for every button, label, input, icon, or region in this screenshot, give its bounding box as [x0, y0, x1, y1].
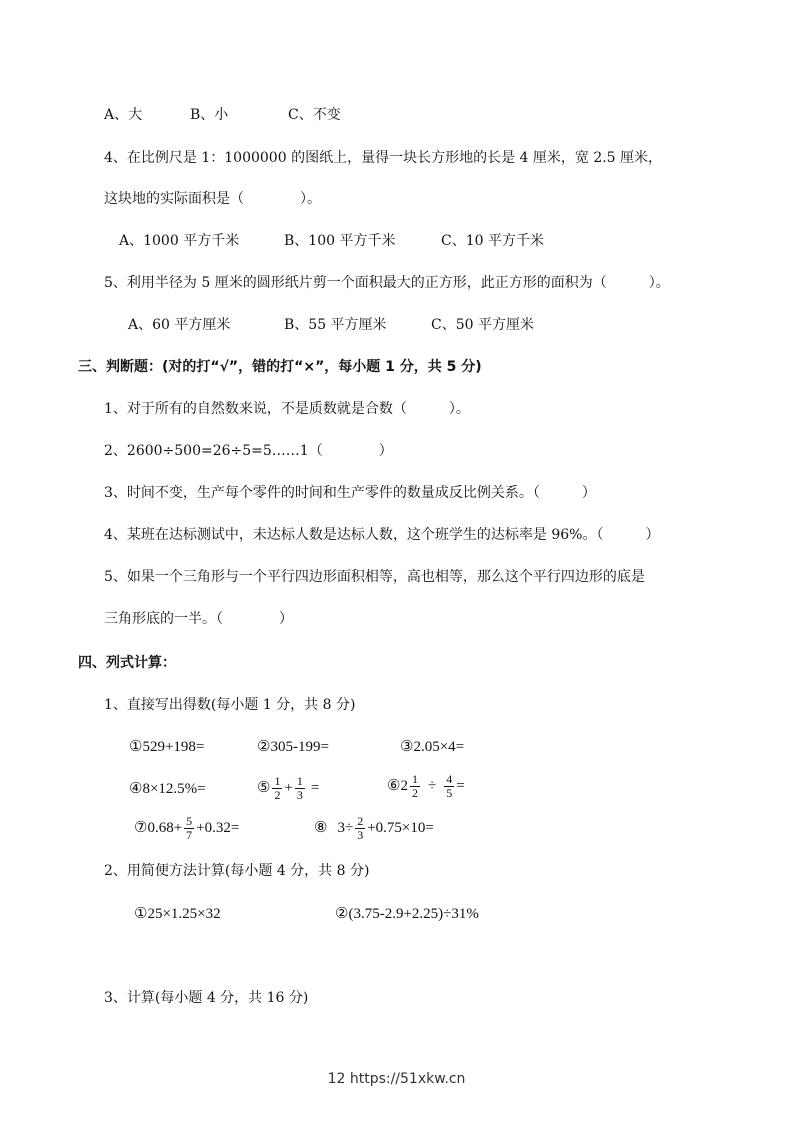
- calc-4: ④8×12.5%=: [129, 781, 206, 797]
- denominator: 7: [186, 827, 193, 842]
- calc-7-post: +0.32=: [196, 820, 240, 836]
- calc-6-label: ⑥: [387, 778, 401, 794]
- q5-option-a: A、60 平方厘米: [128, 317, 231, 333]
- numerator: 4: [446, 771, 453, 786]
- option-c: C、不变: [288, 107, 341, 123]
- calc-8: [314, 808, 434, 848]
- sub-1-title: 1、直接写出得数(每小题 1 分，共 8 分): [104, 697, 356, 713]
- section-4-heading: 四、列式计算：: [78, 655, 176, 671]
- fraction: [272, 775, 282, 802]
- fraction: [295, 775, 305, 802]
- calc-8-post: +0.75×10=: [367, 820, 434, 836]
- numerator: 1: [296, 773, 303, 788]
- mixed-whole: 2: [400, 778, 408, 794]
- sub-3-title: 3、计算(每小题 4 分，共 16 分): [104, 990, 309, 1006]
- judge-item-5-line2: 三角形底的一半。（ ）: [104, 611, 293, 627]
- sub-2-title: 2、用简便方法计算(每小题 4 分，共 8 分): [104, 863, 370, 879]
- judge-item-1: 1、对于所有的自然数来说，不是质数就是合数（ ）。: [104, 401, 470, 417]
- denominator: 3: [296, 787, 303, 802]
- question-4-line1: 4、在比例尺是 1：1000000 的图纸上，量得一块长方形地的长是 4 厘米，宽 2.5 厘米，: [104, 150, 663, 166]
- q4-option-b: B、100 平方千米: [284, 233, 396, 249]
- page-footer: 12 https://51xkw.cn: [327, 1071, 466, 1087]
- judge-item-5-line1: 5、如果一个三角形与一个平行四边形面积相等，高也相等，那么这个平行四边形的底是: [104, 569, 645, 585]
- calc-3: ③2.05×4=: [400, 739, 465, 755]
- judge-item-2: 2、2600÷500=26÷5=5……1（ ）: [104, 443, 393, 459]
- simplify-1: ①25×1.25×32: [134, 906, 221, 922]
- option-b: B、小: [190, 107, 229, 123]
- q4-option-c: C、10 平方千米: [441, 233, 544, 249]
- calc-6: [387, 766, 465, 806]
- judge-item-4: 4、某班在达标测试中，未达标人数是达标人数，这个班学生的达标率是 96%。（ ）: [104, 527, 660, 543]
- calc-1: ①529+198=: [129, 739, 205, 755]
- numerator: 1: [411, 771, 418, 786]
- numerator: 2: [357, 813, 364, 828]
- calc-5-label: ⑤: [257, 780, 271, 796]
- question-5-line1: 5、利用半径为 5 厘米的圆形纸片剪一个面积最大的正方形，此正方形的面积为（ ）。: [104, 275, 670, 291]
- q5-option-c: C、50 平方厘米: [431, 317, 534, 333]
- denominator: 3: [357, 827, 364, 842]
- calc-7-pre: ⑦0.68+: [134, 820, 183, 836]
- numerator: 1: [274, 773, 281, 788]
- section-3-heading: 三、判断题：(对的打“√”，错的打“×”，每小题 1 分，共 5 分): [78, 359, 482, 375]
- numerator: 5: [186, 813, 193, 828]
- judge-item-3: 3、时间不变，生产每个零件的时间和生产零件的数量成反比例关系。（ ）: [104, 485, 596, 501]
- question-4-line2: 这块地的实际面积是（ ）。: [104, 191, 321, 207]
- q4-option-a: A、1000 平方千米: [119, 233, 240, 249]
- calc-2: ②305-199=: [257, 739, 329, 755]
- fraction: [444, 773, 454, 800]
- denominator: 2: [411, 785, 418, 800]
- fraction: [410, 773, 420, 800]
- equals: =: [310, 780, 320, 796]
- calc-8-pre: 3÷: [337, 820, 354, 836]
- equals: =: [456, 778, 465, 794]
- fraction: [355, 815, 365, 842]
- denominator: 2: [274, 787, 281, 802]
- denominator: 5: [446, 785, 453, 800]
- fraction: [184, 815, 194, 842]
- calc-5: [257, 768, 319, 808]
- calc-8-label: ⑧: [314, 820, 328, 836]
- q5-option-b: B、55 平方厘米: [284, 317, 387, 333]
- simplify-2: ②(3.75-2.9+2.25)÷31%: [335, 906, 479, 922]
- option-a: A、大: [104, 107, 143, 123]
- operator: ÷: [427, 778, 437, 794]
- operator: +: [284, 780, 293, 796]
- calc-7: [134, 808, 239, 848]
